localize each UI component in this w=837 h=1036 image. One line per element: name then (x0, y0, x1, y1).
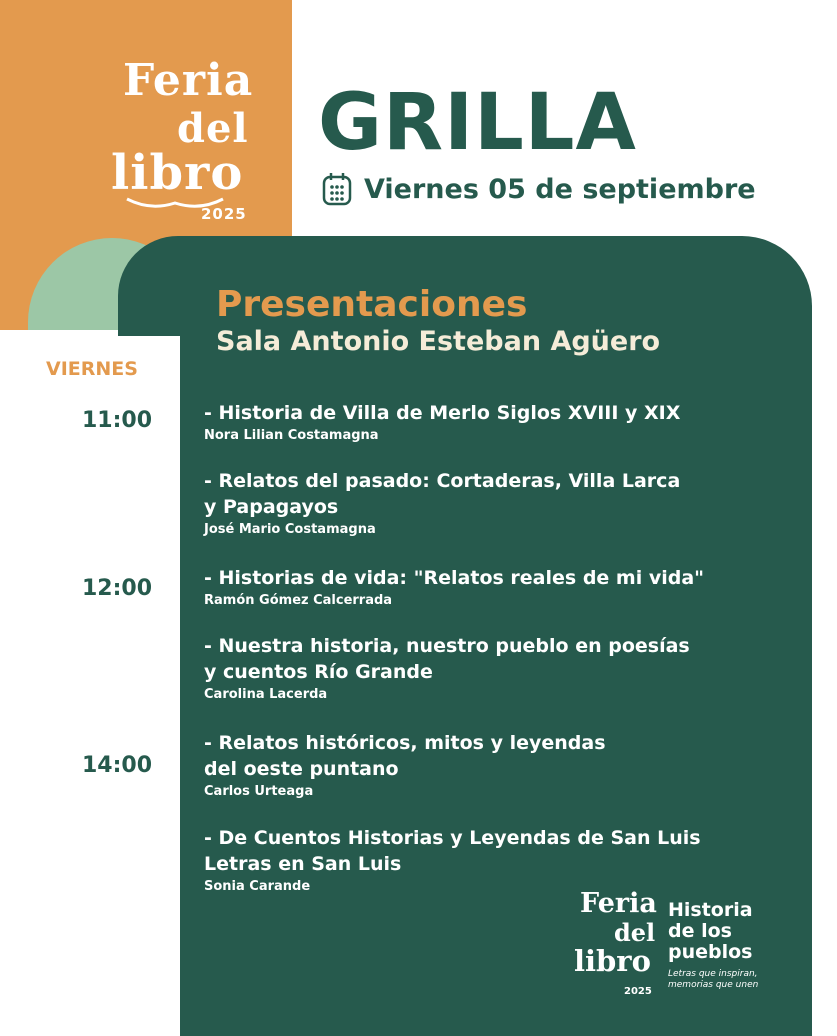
date-row (322, 172, 756, 206)
feria-del-libro-logo (105, 55, 255, 225)
slogan-line: memorias que unen (668, 980, 759, 990)
footer-feria-logo (572, 888, 664, 998)
logo-word-del: del (177, 105, 249, 152)
item-author: Sonia Carande (204, 879, 311, 894)
logo-year: 2025 (624, 986, 652, 997)
slogan-line: Letras que inspiran, (668, 969, 758, 979)
item-title-line: - Relatos del pasado: Cortaderas, Villa Larca (204, 470, 681, 492)
logo-word-libro: libro (574, 944, 651, 978)
item-title-line: - De Cuentos Historias y Leyendas de San Luis (204, 827, 701, 849)
item-title-line: del oeste puntano (204, 758, 399, 780)
logo-word-feria: Feria (580, 888, 657, 919)
item-author: Ramón Gómez Calcerrada (204, 593, 393, 608)
schedule-item (204, 400, 764, 443)
logo-year: 2025 (201, 205, 247, 223)
section-title: Presentaciones (216, 284, 528, 325)
item-author: Carlos Urteaga (204, 784, 314, 799)
logo-word-feria: Feria (123, 55, 254, 106)
tagline-line: pueblos (668, 941, 753, 963)
footer-tagline (668, 900, 758, 991)
item-title-line: - Nuestra historia, nuestro pueblo en poesías (204, 635, 690, 657)
page-title: GRILLA (318, 78, 637, 168)
item-author: Nora Lilian Costamagna (204, 428, 379, 443)
item-title-line: y Papagayos (204, 496, 339, 518)
item-title-line: - Historia de Villa de Merlo Siglos XVIII y XIX (204, 402, 681, 424)
item-title-line: y cuentos Río Grande (204, 661, 433, 683)
item-author: José Mario Costamagna (204, 522, 376, 537)
item-title-line: - Relatos históricos, mitos y leyendas (204, 732, 606, 754)
day-label: VIERNES (46, 358, 138, 380)
schedule-item (204, 633, 764, 702)
item-title-line: - Historias de vida: "Relatos reales de mi vida" (204, 567, 705, 589)
item-title-line: Letras en San Luis (204, 853, 402, 875)
calendar-icon (322, 172, 352, 206)
logo-word-libro: libro (111, 145, 244, 201)
schedule-item (204, 565, 764, 608)
item-author: Carolina Lacerda (204, 687, 328, 702)
tagline-line: Historia (668, 899, 753, 921)
logo-word-del: del (614, 918, 656, 947)
schedule-item (204, 468, 764, 537)
room-name: Sala Antonio Esteban Agüero (216, 326, 661, 357)
schedule-item (204, 825, 764, 894)
schedule-item (204, 730, 764, 799)
tagline-line: de los (668, 920, 732, 942)
left-white-column (0, 330, 180, 1030)
time-slot: 11:00 (81, 408, 152, 433)
time-slot: 14:00 (81, 753, 152, 778)
time-slot: 12:00 (81, 576, 152, 601)
event-date: Viernes 05 de septiembre (364, 173, 756, 205)
